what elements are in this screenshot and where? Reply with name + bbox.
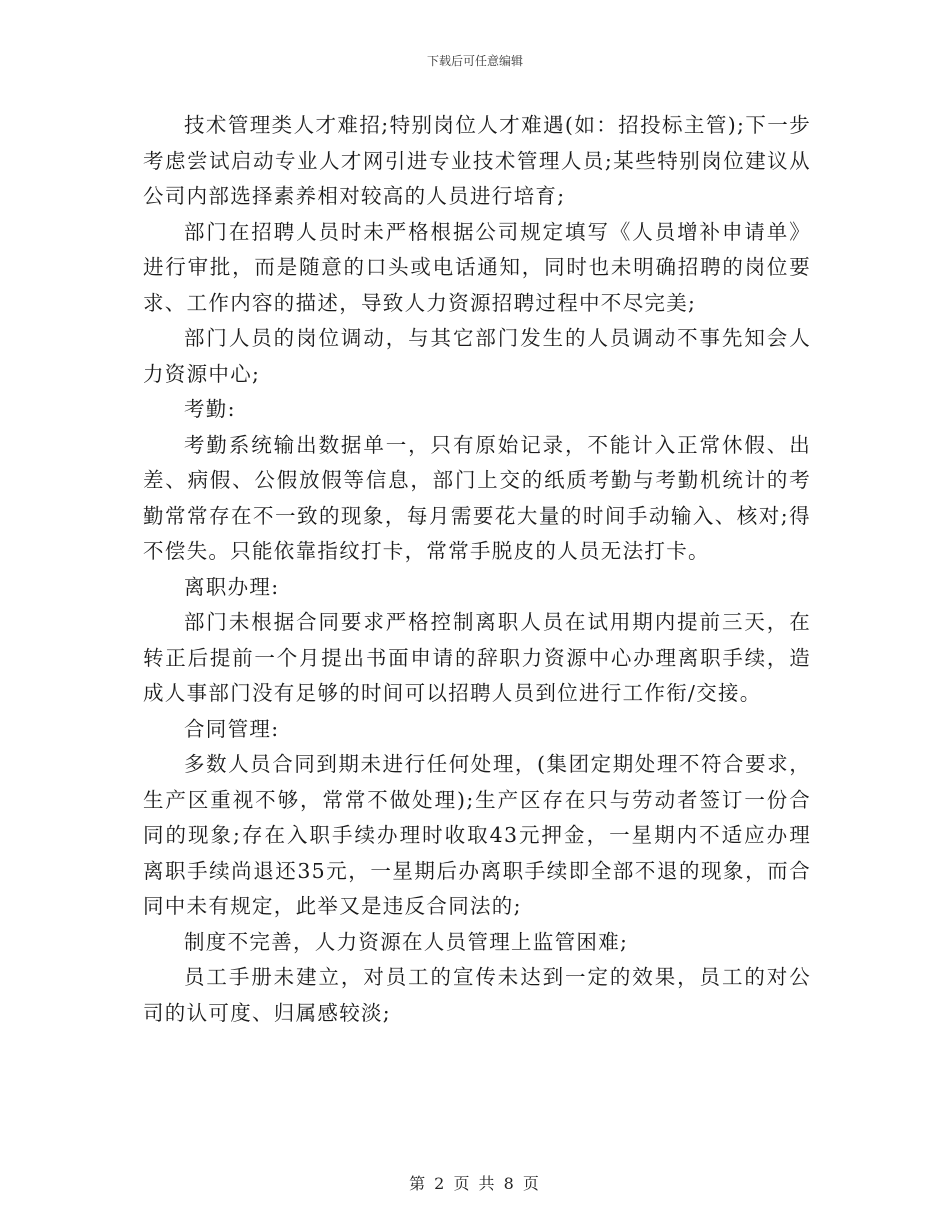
paragraph-recruitment-difficulty: 技术管理类人才难招;特别岗位人才难遇(如：招投标主管);下一步考虑尝试启动专业人才网引进专业技术管理人员;某些特别岗位建议从公司内部选择素养相对较高的人员进行培育; (143, 113, 811, 208)
heading-resignation: 离职办理: (184, 574, 280, 599)
paragraph-transfer: 部门人员的岗位调动，与其它部门发生的人员调动不事先知会人力资源中心; (143, 326, 811, 386)
heading-attendance: 考勤: (184, 397, 236, 421)
paragraph-resignation: 部门未根据合同要求严格控制离职人员在试用期内提前三天，在转正后提前一个月提出书面申请的辞职力资源中心办理离职手续，造成人事部门没有足够的时间可以招聘人员到位进行工作衔/交接。 (143, 610, 811, 705)
paragraph-contract: 多数人员合同到期未进行任何处理，(集团定期处理不符合要求，生产区重视不够，常常不做处理);生产区存在只与劳动者签订一份合同的现象;存在入职手续办理时收取43元押金，一星期内不适应办理离职手续尚退还35元，一星期后办离职手续即全部不退的现象，而合同中未有规定，此举又是违反合同法的; (143, 752, 811, 918)
paragraph-recruitment-process: 部门在招聘人员时未严格根据公司规定填写《人员增补申请单》进行审批，而是随意的口头或电话通知，同时也未明确招聘的岗位要求、工作内容的描述，导致人力资源招聘过程中不尽完美; (143, 219, 811, 315)
page-header-note: 下载后可任意编辑 (426, 54, 523, 68)
page-number-label: 第 2 页 共 8 页 (409, 1174, 541, 1193)
paragraph-handbook: 员工手册未建立，对员工的宣传未达到一定的效果，员工的对公司的认可度、归属感较淡; (143, 965, 811, 1025)
heading-contract: 合同管理: (184, 716, 280, 741)
page-number-footer (0, 1171, 950, 1194)
document-body (143, 108, 811, 1031)
paragraph-policy: 制度不完善，人力资源在人员管理上监管困难; (184, 929, 629, 954)
paragraph-attendance: 考勤系统输出数据单一，只有原始记录，不能计入正常休假、出差、病假、公假放假等信息，部门上交的纸质考勤与考勤机统计的考勤常常存在不一致的现象，每月需要花大量的时间手动输入、核对;得不偿失。只能依靠指纹打卡，常常手脱皮的人员无法打卡。 (143, 432, 811, 563)
